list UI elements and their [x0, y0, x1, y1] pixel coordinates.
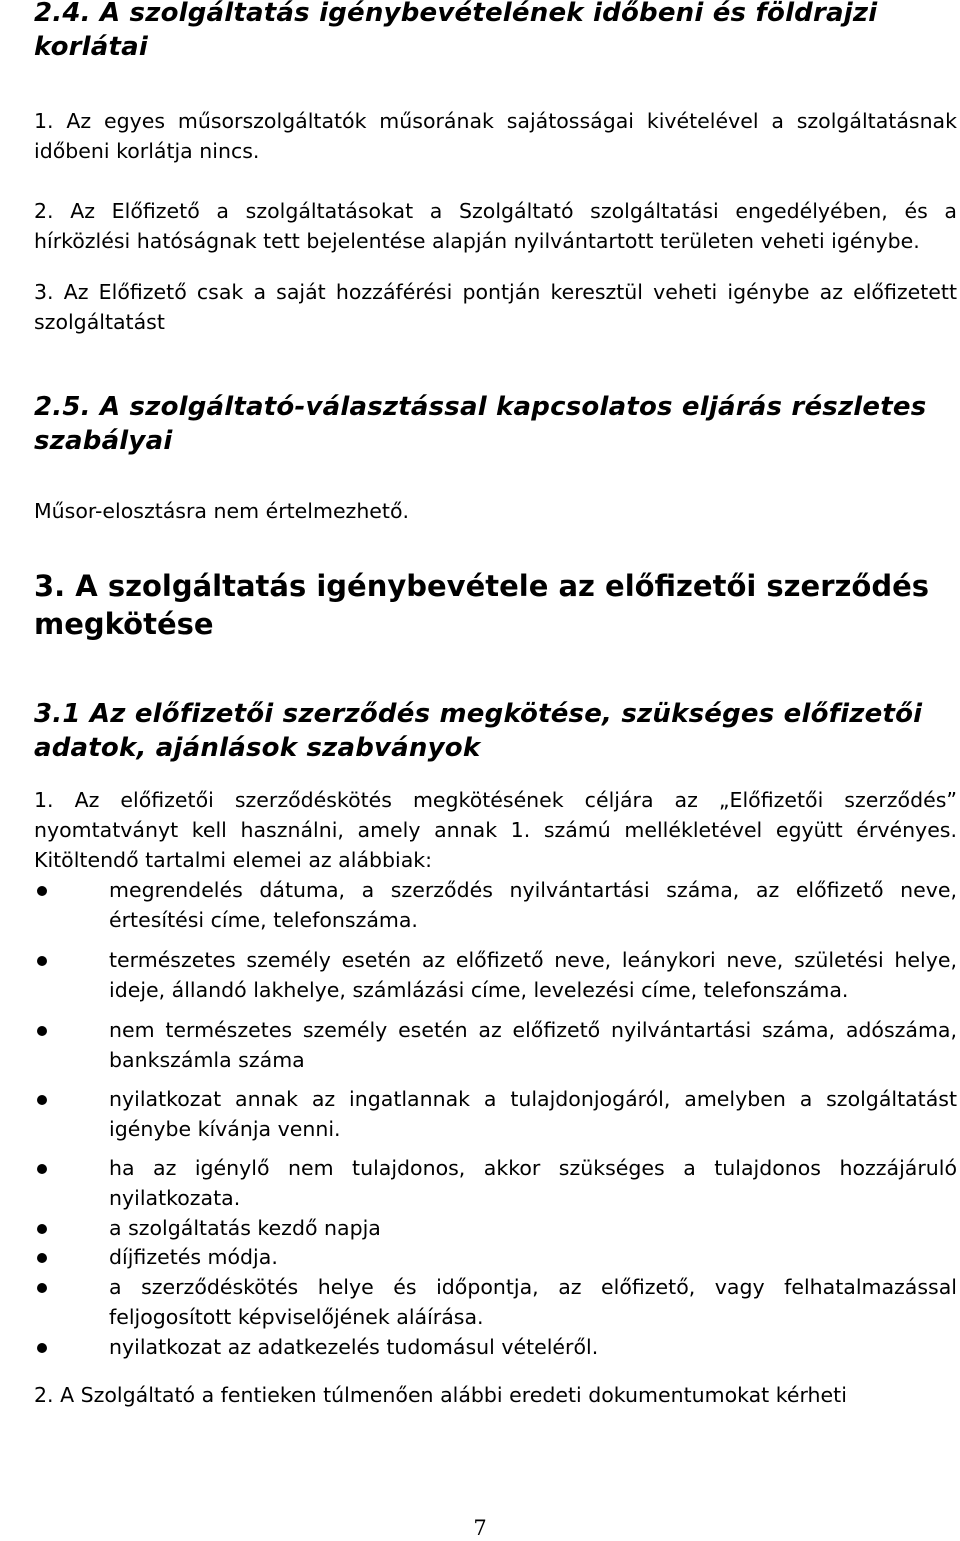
list-item: ha az igénylő nem tulajdonos, akkor szükséges a tulajdonos hozzájáruló nyilatkozata.	[34, 1153, 957, 1213]
list-item: a szolgáltatás kezdő napja	[34, 1213, 957, 1243]
section-3-heading: 3. A szolgáltatás igénybevétele az előfizetői szerződés megkötése	[34, 569, 930, 641]
bullet-icon	[37, 1283, 47, 1293]
bullet-icon	[37, 1343, 47, 1353]
list-item: természetes személy esetén az előfizető neve, leánykori neve, születési helye, ideje, állandó lakhelye, számlázási címe, levelezési címe, telefonszáma.	[34, 945, 957, 1005]
list-item: nyilatkozat az adatkezelés tudomásul vételéről.	[34, 1332, 957, 1362]
list-item: a szerződéskötés helye és időpontja, az előfizető, vagy felhatalmazással feljogosított képviselőjének aláírása.	[34, 1272, 957, 1332]
bullet-icon	[37, 1224, 47, 1234]
list-item: nyilatkozat annak az ingatlannak a tulajdonjogáról, amelyben a szolgáltatást igénybe kívánja venni.	[34, 1084, 957, 1144]
section-2-4-item-1: 1. Az egyes műsorszolgáltatók műsorának sajátosságai kivételével a szolgáltatásnak időbeni korlátja nincs.	[34, 109, 957, 163]
list-item: megrendelés dátuma, a szerződés nyilvántartási száma, az előfizető neve, értesítési címe, telefonszáma.	[34, 875, 957, 935]
content-elements-list	[34, 875, 957, 1362]
list-item: díjfizetés módja.	[34, 1242, 957, 1272]
section-2-4-item-3: 3. Az Előfizető csak a saját hozzáférési pontján keresztül veheti igénybe az előfizetett szolgáltatást	[34, 280, 957, 334]
bullet-icon	[37, 1253, 47, 1263]
section-2-5-text: Műsor-elosztásra nem értelmezhető.	[34, 499, 410, 523]
bullet-icon	[37, 886, 47, 896]
document-page	[34, 0, 957, 1410]
section-2-4-heading: 2.4. A szolgáltatás igénybevételének időbeni és földrajzi korlátai	[34, 0, 878, 62]
bullet-icon	[37, 956, 47, 966]
bullet-icon	[37, 1026, 47, 1036]
section-2-4-item-2: 2. Az Előfizető a szolgáltatásokat a Szolgáltató szolgáltatási engedélyében, és a hírközlési hatóságnak tett bejelentése alapján nyilvántartott területen veheti igénybe.	[34, 199, 957, 253]
section-3-1-paragraph-1: 1. Az előfizetői szerződéskötés megkötésének céljára az „Előfizetői szerződés” nyomtatványt kell használni, amely annak 1. számú mellékletével együtt érvényes. Kitöltendő tartalmi elemei az alábbiak:	[34, 788, 957, 872]
section-3-1-heading: 3.1 Az előfizetői szerződés megkötése, szükséges előfizetői adatok, ajánlások szabványok	[34, 699, 923, 763]
bullet-icon	[37, 1164, 47, 1174]
section-2-5-heading: 2.5. A szolgáltató-választással kapcsolatos eljárás részletes szabályai	[34, 392, 927, 456]
section-3-1-paragraph-2: 2. A Szolgáltató a fentieken túlmenően alábbi eredeti dokumentumokat kérheti	[34, 1383, 847, 1407]
list-item: nem természetes személy esetén az előfizető nyilvántartási száma, adószáma, bankszámla száma	[34, 1015, 957, 1075]
bullet-icon	[37, 1095, 47, 1105]
page-number: 7	[473, 1516, 487, 1540]
